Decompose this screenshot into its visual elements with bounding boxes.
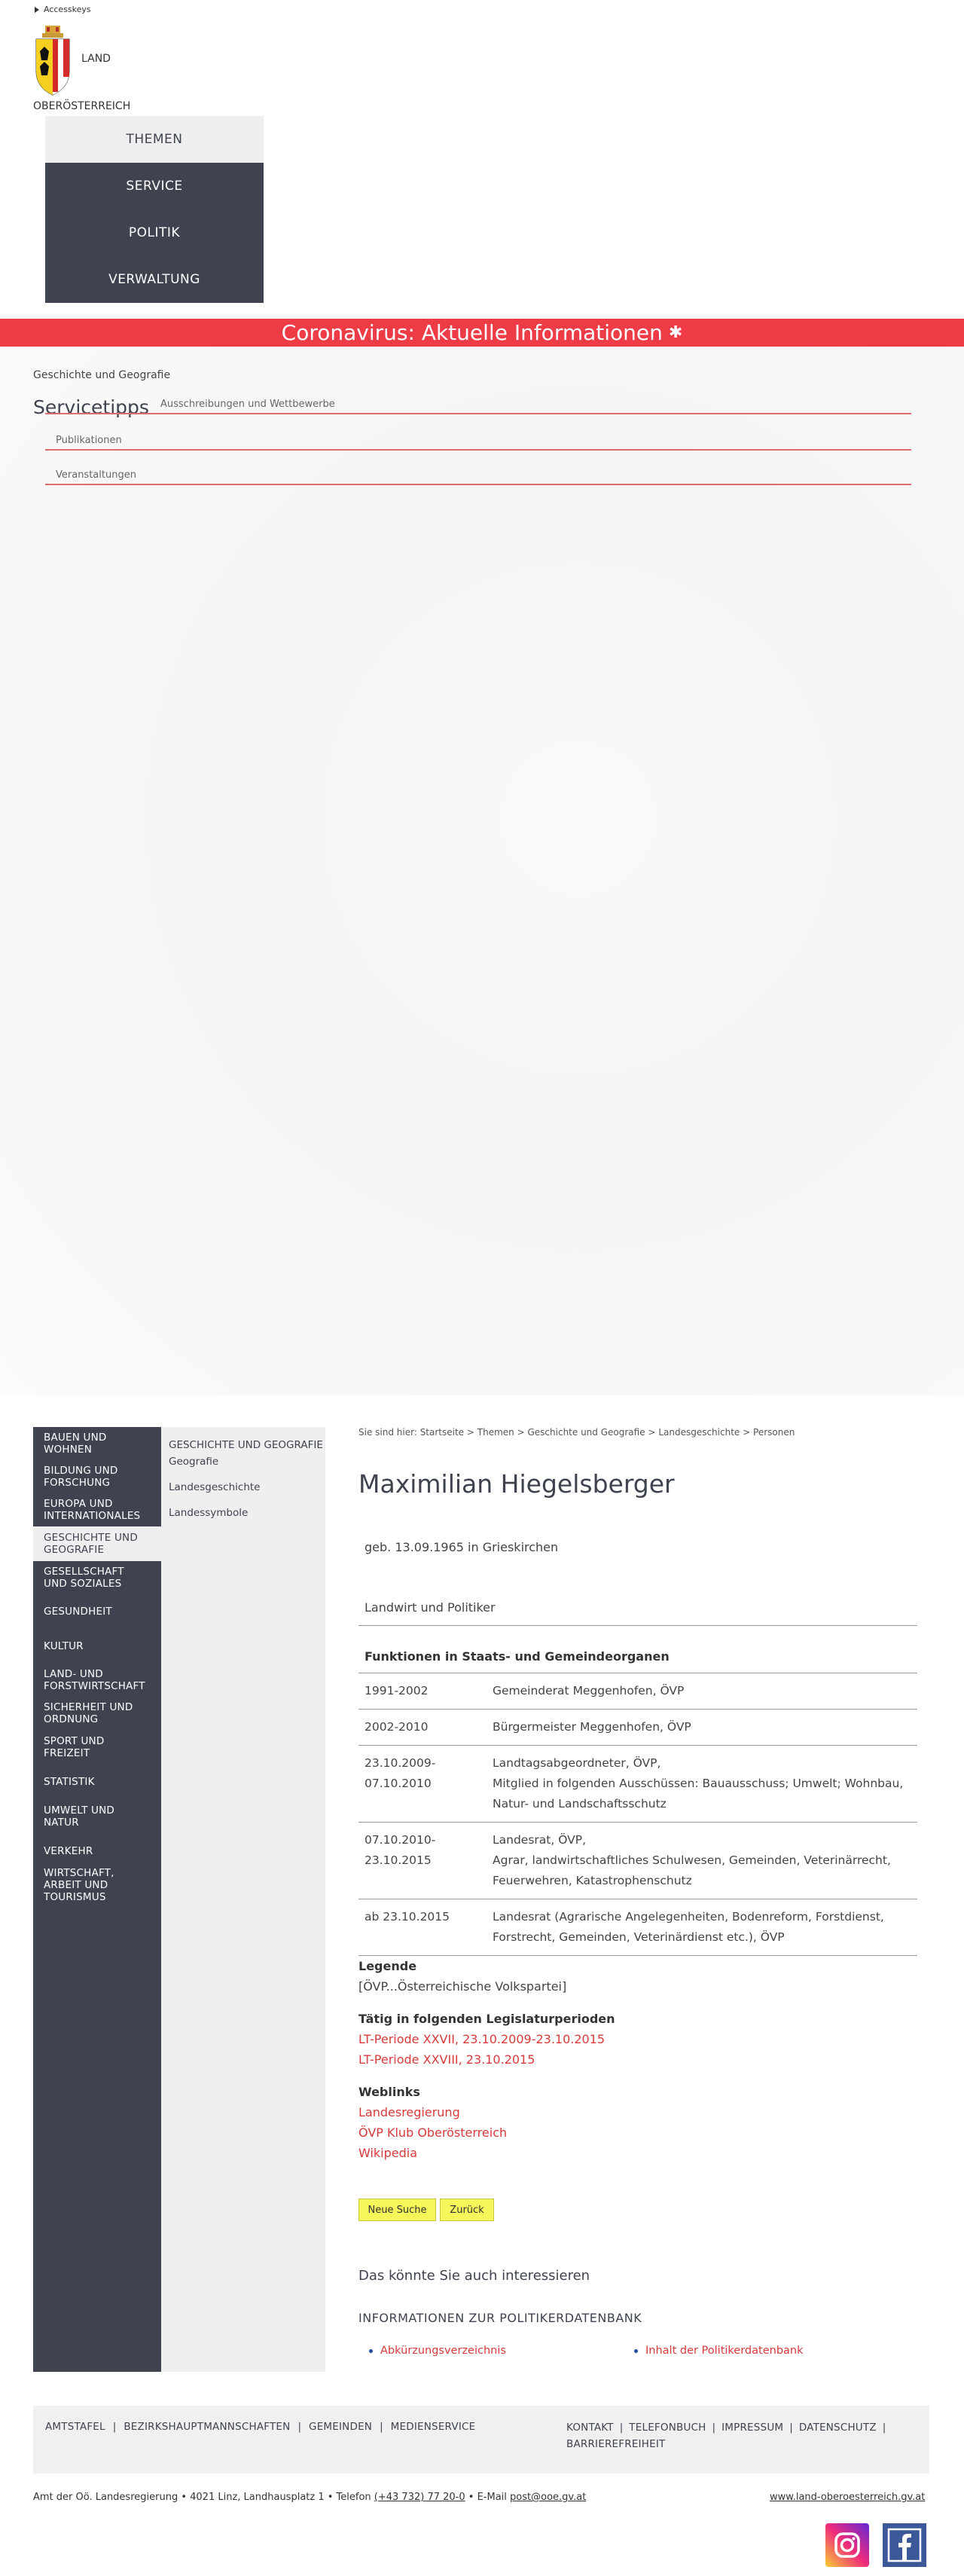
footer-link-impressum[interactable]: IMPRESSUM bbox=[721, 2422, 784, 2434]
database-content-link[interactable] bbox=[634, 2345, 804, 2357]
function-desc: Bürgermeister Meggenhofen, ÖVP bbox=[493, 1720, 691, 1734]
footer-link-datenschutz[interactable]: DATENSCHUTZ bbox=[798, 2422, 877, 2434]
footer-link-kontakt[interactable]: KONTAKT bbox=[566, 2422, 614, 2434]
virus-icon: ✱ bbox=[668, 323, 683, 342]
sidebar-item-bauen[interactable]: BAUEN UND WOHNEN bbox=[44, 1432, 107, 1456]
breadcrumb-separator: > bbox=[743, 1427, 751, 1438]
servicetipp-label: Publikationen bbox=[56, 435, 122, 446]
servicetipp-link[interactable] bbox=[45, 432, 911, 451]
database-content-link-label: Inhalt der Politikerdatenbank bbox=[645, 2345, 804, 2357]
phone-link[interactable]: (+43 732) 77 20-0 bbox=[374, 2492, 465, 2503]
servicetipp-link[interactable] bbox=[45, 396, 911, 414]
sidebar-item-statistik[interactable]: STATISTIK bbox=[44, 1776, 95, 1788]
subnav-item-landessymbole[interactable]: Landessymbole bbox=[169, 1507, 249, 1519]
related-heading: Das könnte Sie auch interessieren bbox=[358, 2268, 590, 2284]
profession: Landwirt und Politiker bbox=[365, 1600, 496, 1615]
footer-address bbox=[33, 2492, 586, 2503]
sidebar-item-verkehr[interactable]: VERKEHR bbox=[44, 1845, 93, 1857]
subnav-item-geografie[interactable]: Geografie bbox=[169, 1456, 219, 1468]
function-desc: Landesrat, ÖVP, Agrar, landwirtschaftliches Schulwesen, Gemeinden, Veterinärrecht, Feuerwehren, Katastrophenschutz bbox=[493, 1833, 891, 1887]
servicetipps-title: Servicetipps bbox=[33, 396, 149, 418]
breadcrumb bbox=[358, 1427, 795, 1438]
breadcrumb-separator: > bbox=[517, 1427, 525, 1438]
table-row bbox=[358, 1899, 917, 1956]
corona-banner-text: Coronavirus: Aktuelle Informationen bbox=[281, 320, 663, 345]
breadcrumb-current: Personen bbox=[753, 1427, 795, 1438]
sidebar-item-europa[interactable]: EUROPA UND INTERNATIONALES bbox=[44, 1498, 141, 1522]
divider bbox=[358, 1625, 917, 1626]
sidebar-item-geschichte[interactable]: GESCHICHTE UND GEOGRAFIE bbox=[33, 1526, 161, 1561]
sidebar-item-kultur[interactable]: KULTUR bbox=[44, 1640, 84, 1652]
bullet-icon bbox=[369, 2349, 373, 2353]
subnav-item-landesgeschichte[interactable]: Landesgeschichte bbox=[169, 1481, 261, 1493]
weblink-oevp-klub[interactable]: ÖVP Klub Oberösterreich bbox=[358, 2125, 508, 2140]
sidebar-item-land-forst[interactable]: LAND- UND FORSTWIRTSCHAFT bbox=[44, 1668, 145, 1692]
subnav-heading[interactable]: GESCHICHTE UND GEOGRAFIE bbox=[169, 1439, 323, 1451]
footer-link-medienservice[interactable]: MEDIENSERVICE bbox=[390, 2421, 476, 2433]
nav-verwaltung[interactable]: VERWALTUNG bbox=[45, 256, 264, 303]
period-link[interactable]: LT-Periode XXVIII, 23.10.2015 bbox=[358, 2052, 535, 2067]
function-desc: Landtagsabgeordneter, ÖVP, Mitglied in folgenden Ausschüssen: Bauausschuss; Umwelt; Wohnbau, Natur- und Landschaftsschutz bbox=[493, 1756, 904, 1811]
breadcrumb-prefix: Sie sind hier: bbox=[358, 1427, 417, 1438]
instagram-icon[interactable] bbox=[825, 2523, 869, 2567]
abbreviations-link-label: Abkürzungsverzeichnis bbox=[380, 2345, 506, 2357]
new-search-button[interactable]: Neue Suche bbox=[358, 2199, 436, 2221]
hero-section bbox=[0, 347, 964, 1395]
breadcrumb-separator: > bbox=[466, 1427, 474, 1438]
weblink-wikipedia[interactable]: Wikipedia bbox=[358, 2146, 418, 2160]
footer-navigation bbox=[33, 2406, 929, 2474]
page-title: Maximilian Hiegelsberger bbox=[358, 1469, 675, 1499]
table-row bbox=[358, 1823, 917, 1899]
footer-separator: | bbox=[112, 2421, 117, 2433]
function-date: 07.10.2010- 23.10.2015 bbox=[365, 1833, 436, 1867]
bullet-icon bbox=[634, 2349, 638, 2353]
table-row bbox=[358, 1746, 917, 1823]
servicetipp-link[interactable] bbox=[45, 467, 911, 485]
nav-themen[interactable]: THEMEN bbox=[45, 116, 264, 163]
table-row bbox=[358, 1673, 917, 1710]
function-date: 1991-2002 bbox=[365, 1684, 429, 1697]
nav-politik[interactable]: POLITIK bbox=[45, 209, 264, 256]
functions-title: Funktionen in Staats- und Gemeindeorganen bbox=[365, 1649, 670, 1664]
breadcrumb-link[interactable]: Geschichte und Geografie bbox=[527, 1427, 645, 1438]
nav-service[interactable]: SERVICE bbox=[45, 163, 264, 209]
function-desc: Gemeinderat Meggenhofen, ÖVP bbox=[493, 1684, 685, 1697]
legend-text: [ÖVP...Österreichische Volkspartei] bbox=[358, 1979, 567, 1994]
footer-link-barrierefreiheit[interactable]: BARRIEREFREIHEIT bbox=[566, 2438, 666, 2450]
servicetipp-label: Ausschreibungen und Wettbewerbe bbox=[160, 399, 335, 410]
footer-separator: | bbox=[789, 2422, 793, 2434]
back-button[interactable]: Zurück bbox=[440, 2199, 494, 2221]
footer-separator: | bbox=[882, 2422, 886, 2434]
servicetipp-label: Veranstaltungen bbox=[56, 469, 136, 481]
accesskeys-label: Accesskeys bbox=[44, 5, 91, 14]
footer-link-bezirkshauptmannschaften[interactable]: BEZIRKSHAUPTMANNSCHAFTEN bbox=[124, 2421, 291, 2433]
sub-navigation bbox=[161, 1427, 325, 2372]
coat-of-arms-logo[interactable] bbox=[33, 26, 72, 96]
periods-title: Tätig in folgenden Legislaturperioden bbox=[358, 2012, 615, 2026]
topic-sidebar bbox=[33, 1427, 161, 2372]
hero-category: Geschichte und Geografie bbox=[33, 369, 171, 381]
breadcrumb-link[interactable]: Landesgeschichte bbox=[658, 1427, 740, 1438]
footer-separator: | bbox=[380, 2421, 383, 2433]
sidebar-item-gesellschaft[interactable]: GESELLSCHAFT UND SOZIALES bbox=[44, 1566, 124, 1590]
email-label: • E-Mail bbox=[468, 2492, 507, 2503]
footer-separator: | bbox=[712, 2422, 716, 2434]
sidebar-item-sicherheit[interactable]: SICHERHEIT UND ORDNUNG bbox=[44, 1701, 133, 1725]
birth-info: geb. 13.09.1965 in Grieskirchen bbox=[365, 1540, 559, 1554]
website-link[interactable]: www.land-oberoesterreich.gv.at bbox=[770, 2492, 926, 2503]
function-date: ab 23.10.2015 bbox=[365, 1910, 450, 1924]
main-navigation bbox=[45, 116, 264, 303]
abbreviations-link[interactable] bbox=[369, 2345, 506, 2357]
table-row bbox=[358, 1710, 917, 1746]
facebook-icon[interactable] bbox=[883, 2523, 926, 2567]
breadcrumb-link[interactable]: Themen bbox=[477, 1427, 514, 1438]
function-desc: Landesrat (Agrarische Angelegenheiten, Bodenreform, Forstdienst, Forstrecht, Gemeinden, Veterinärdienst etc.), ÖVP bbox=[493, 1910, 884, 1944]
breadcrumb-separator: > bbox=[648, 1427, 656, 1438]
functions-table bbox=[358, 1673, 917, 1956]
sidebar-item-umwelt[interactable]: UMWELT UND NATUR bbox=[44, 1804, 114, 1829]
legend-title: Legende bbox=[358, 1959, 417, 1973]
corona-banner[interactable] bbox=[0, 319, 964, 347]
email-link[interactable]: post@ooe.gv.at bbox=[510, 2492, 587, 2503]
weblink-landesregierung[interactable]: Landesregierung bbox=[358, 2105, 460, 2119]
footer-link-gemeinden[interactable]: GEMEINDEN bbox=[309, 2421, 373, 2433]
address-text: Amt der Oö. Landesregierung • 4021 Linz, Landhausplatz 1 • Telefon bbox=[33, 2492, 371, 2503]
sidebar-item-gesundheit[interactable]: GESUNDHEIT bbox=[44, 1606, 112, 1618]
function-date: 2002-2010 bbox=[365, 1720, 429, 1734]
sidebar-item-sport[interactable]: SPORT UND FREIZEIT bbox=[44, 1735, 105, 1759]
function-date: 23.10.2009- 07.10.2010 bbox=[365, 1756, 436, 1790]
weblinks-title: Weblinks bbox=[358, 2085, 420, 2099]
breadcrumb-link[interactable]: Startseite bbox=[419, 1427, 465, 1438]
logo-region-text[interactable]: OBERÖSTERREICH bbox=[33, 100, 131, 112]
sidebar-item-bildung[interactable]: BILDUNG UND FORSCHUNG bbox=[44, 1465, 118, 1489]
triangle-right-icon bbox=[35, 7, 39, 13]
footer-link-telefonbuch[interactable]: TELEFONBUCH bbox=[629, 2422, 706, 2434]
polinfo-title: INFORMATIONEN ZUR POLITIKERDATENBANK bbox=[358, 2311, 642, 2325]
accesskeys-toggle[interactable] bbox=[35, 5, 91, 14]
sidebar-item-wirtschaft[interactable]: WIRTSCHAFT, ARBEIT UND TOURISMUS bbox=[44, 1867, 114, 1903]
footer-link-amtstafel[interactable]: AMTSTAFEL bbox=[45, 2421, 105, 2433]
footer-separator: | bbox=[297, 2421, 302, 2433]
period-link[interactable]: LT-Periode XXVII, 23.10.2009-23.10.2015 bbox=[358, 2032, 606, 2046]
logo-land-text[interactable]: LAND bbox=[81, 53, 111, 65]
footer-separator: | bbox=[619, 2422, 624, 2434]
